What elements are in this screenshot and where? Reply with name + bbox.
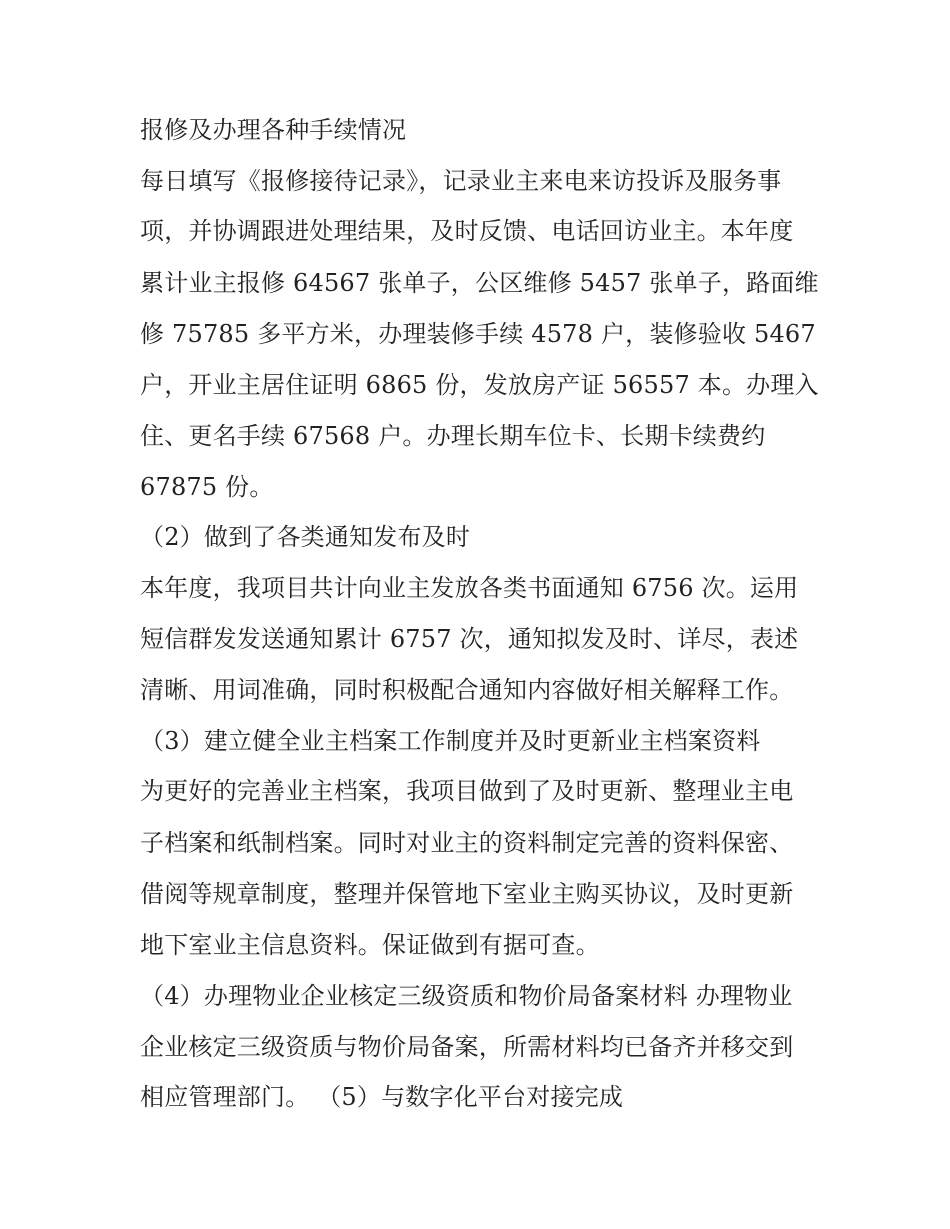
section-heading-notices: （2）做到了各类通知发布及时 [140, 523, 471, 551]
paragraph-line: 67875 份。 [140, 473, 274, 501]
paragraph-line: 累计业主报修 64567 张单子，公区维修 5457 张单子，路面维 [140, 269, 819, 297]
paragraph-line: 子档案和纸制档案。同时对业主的资料制定完善的资料保密、 [140, 829, 794, 857]
paragraph-line: 地下室业主信息资料。保证做到有据可查。 [140, 931, 600, 959]
section-heading-repairs: 报修及办理各种手续情况 [140, 116, 407, 144]
paragraph-line: 清晰、用词准确，同时积极配合通知内容做好相关解释工作。 [140, 676, 794, 704]
paragraph-line: 短信群发发送通知累计 6757 次，通知拟发及时、详尽，表述 [140, 625, 799, 653]
paragraph-line: 借阅等规章制度，整理并保管地下室业主购买协议，及时更新 [140, 880, 794, 908]
paragraph-line: 修 75785 多平方米，办理装修手续 4578 户，装修验收 5467 [140, 320, 816, 348]
paragraph-line: 相应管理部门。 （5）与数字化平台对接完成 [140, 1083, 624, 1111]
paragraph-line: 住、更名手续 67568 户。办理长期车位卡、长期卡续费约 [140, 422, 766, 450]
section-heading-qualification: （4）办理物业企业核定三级资质和物价局备案材料 办理物业 [140, 982, 793, 1010]
paragraph-line: 每日填写《报修接待记录》，记录业主来电来访投诉及服务事 [140, 167, 782, 195]
paragraph-line: 户，开业主居住证明 6865 份，发放房产证 56557 本。办理入 [140, 371, 819, 399]
paragraph-line: 为更好的完善业主档案，我项目做到了及时更新、整理业主电 [140, 777, 794, 805]
paragraph-line: 项，并协调跟进处理结果，及时反馈、电话回访业主。本年度 [140, 217, 794, 245]
paragraph-line: 本年度，我项目共计向业主发放各类书面通知 6756 次。运用 [140, 574, 799, 602]
paragraph-line: 企业核定三级资质与物价局备案，所需材料均已备齐并移交到 [140, 1033, 794, 1061]
section-heading-archives: （3）建立健全业主档案工作制度并及时更新业主档案资料 [140, 727, 761, 755]
